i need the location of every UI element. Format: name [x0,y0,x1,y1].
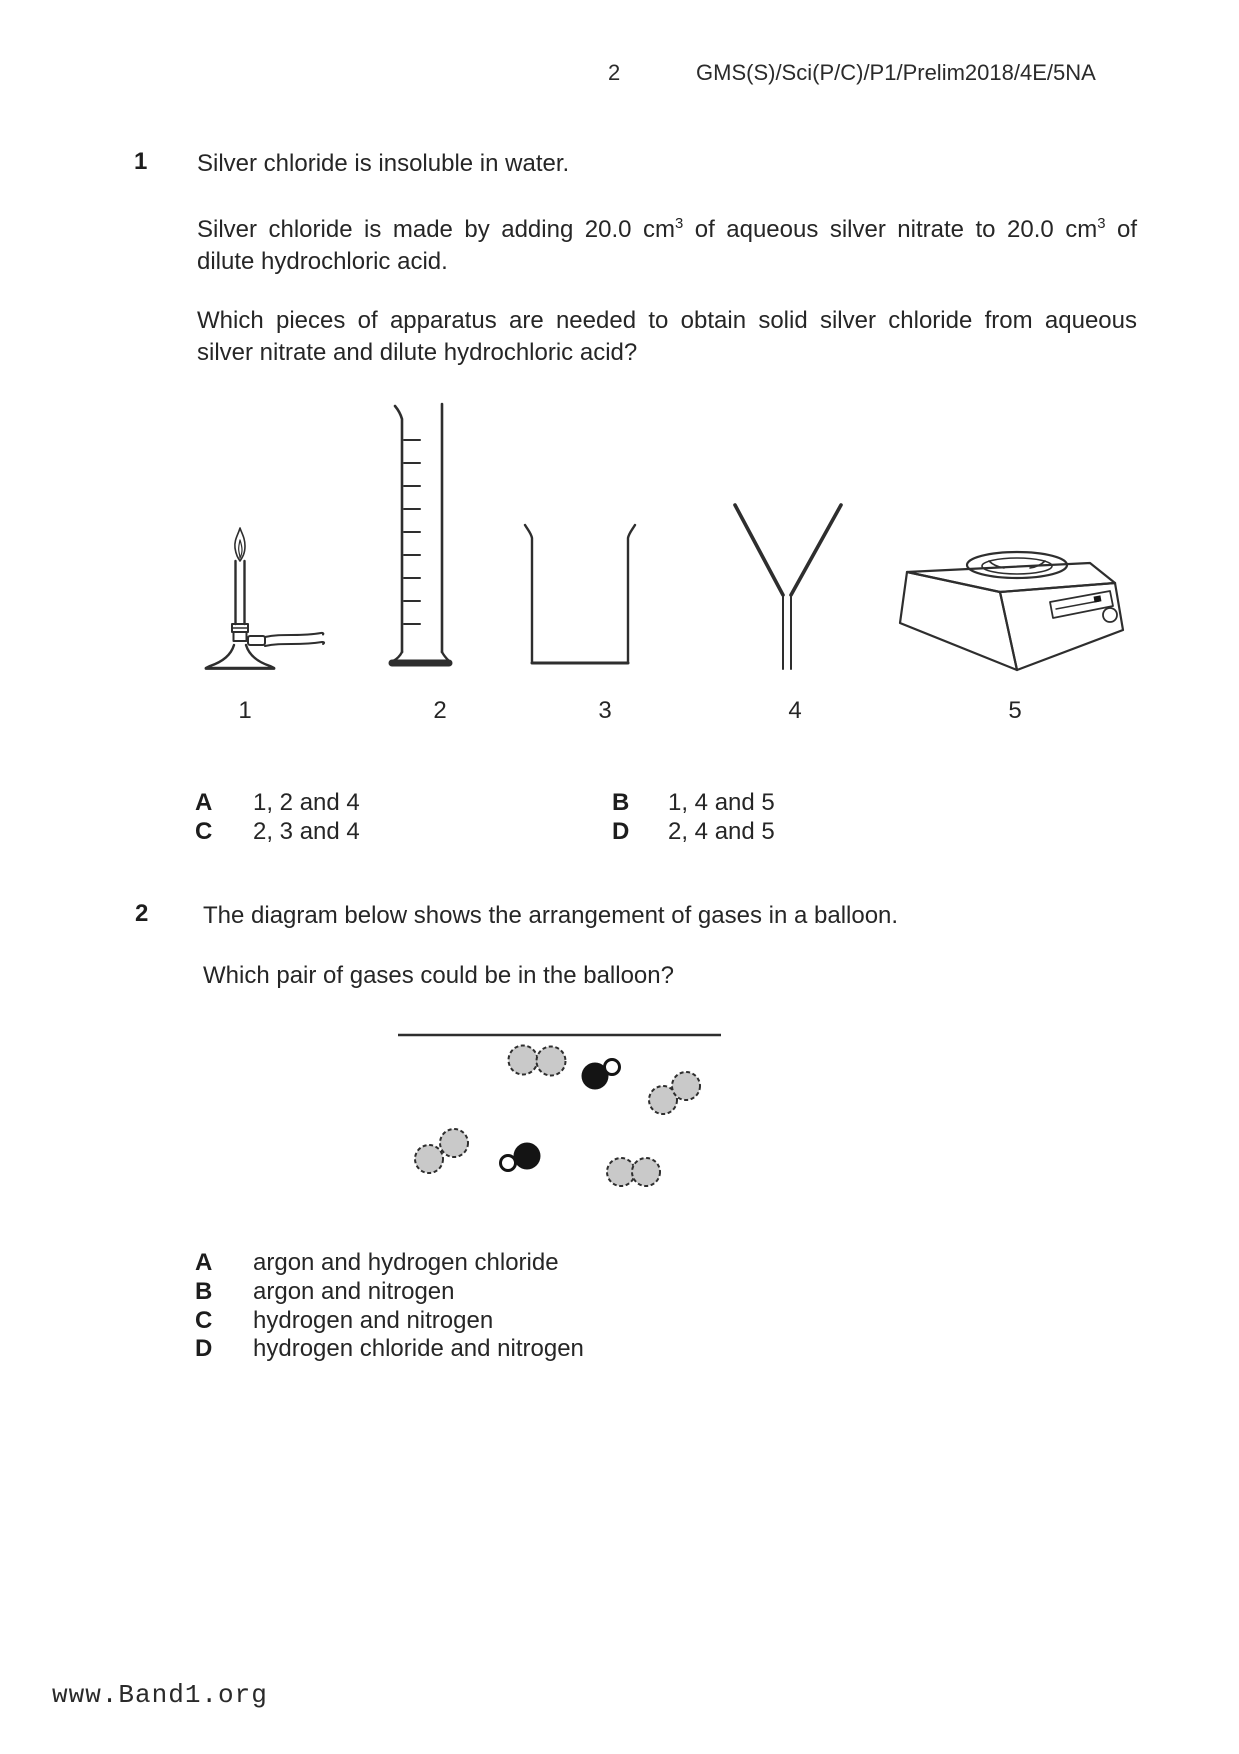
beaker-icon [523,523,637,669]
document-code: GMS(S)/Sci(P/C)/P1/Prelim2018/4E/5NA [696,60,1096,85]
q1-option-c-text: 2, 3 and 4 [253,818,360,845]
measuring-cylinder-icon [390,402,450,674]
superscript-3: 3 [674,216,684,232]
apparatus-label-2: 2 [433,697,447,724]
q1-option-b-letter: B [612,789,630,816]
nitrogen-molecule [649,1072,700,1114]
superscript-3: 3 [1097,216,1106,232]
page-number: 2 [608,60,621,85]
q2-option-b-text: argon and nitrogen [253,1278,455,1305]
hydrogen-chloride-molecule [582,1060,620,1090]
hydrogen-chloride-molecule [501,1143,541,1171]
nitrogen-molecule [415,1129,468,1173]
q2-intro: The diagram below shows the arrangement of gases in a balloon. [203,902,899,929]
q1-question-line2: silver nitrate and dilute hydrochloric acid? [197,339,638,366]
apparatus-label-4: 4 [788,697,802,724]
apparatus-label-1: 1 [238,697,252,724]
filter-funnel-icon [731,503,845,673]
nitrogen-molecule [509,1046,566,1076]
q1-intro: Silver chloride is insoluble in water. [197,150,570,177]
q2-question: Which pair of gases could be in the balloon? [203,962,674,989]
q2-option-a-text: argon and hydrogen chloride [253,1249,559,1276]
q1-option-c-letter: C [195,818,213,845]
q2-option-d-letter: D [195,1335,213,1362]
electronic-balance-icon [894,545,1128,673]
q1-question-line1: Which pieces of apparatus are needed to obtain solid silver chloride from aqueous [197,307,1137,334]
q2-option-c-text: hydrogen and nitrogen [253,1307,494,1334]
bunsen-burner-icon [198,524,328,672]
q2-option-a-letter: A [195,1249,213,1276]
q1-option-d-text: 2, 4 and 5 [668,818,775,845]
q1-para2-part1: Silver chloride is made by adding 20.0 cm [197,216,675,243]
q1-option-a-letter: A [195,789,213,816]
q2-number: 2 [135,900,149,927]
q2-option-d-text: hydrogen chloride and nitrogen [253,1335,584,1362]
q1-option-b-text: 1, 4 and 5 [668,789,775,816]
apparatus-label-3: 3 [598,697,612,724]
q2-option-b-letter: B [195,1278,213,1305]
q1-option-d-letter: D [612,818,630,845]
q1-para2-line2: dilute hydrochloric acid. [197,248,448,275]
watermark-url: www.Band1.org [52,1680,268,1710]
nitrogen-molecule [607,1158,660,1186]
balloon-gas-diagram [388,1018,733,1208]
q2-option-c-letter: C [195,1307,213,1334]
q1-number: 1 [134,148,148,175]
q1-para2-line1 [197,214,1137,245]
apparatus-label-5: 5 [1008,697,1022,724]
q1-option-a-text: 1, 2 and 4 [253,789,360,816]
q1-para2-part3: of [1105,216,1137,243]
q1-para2-part2: of aqueous silver nitrate to 20.0 cm [683,216,1098,243]
